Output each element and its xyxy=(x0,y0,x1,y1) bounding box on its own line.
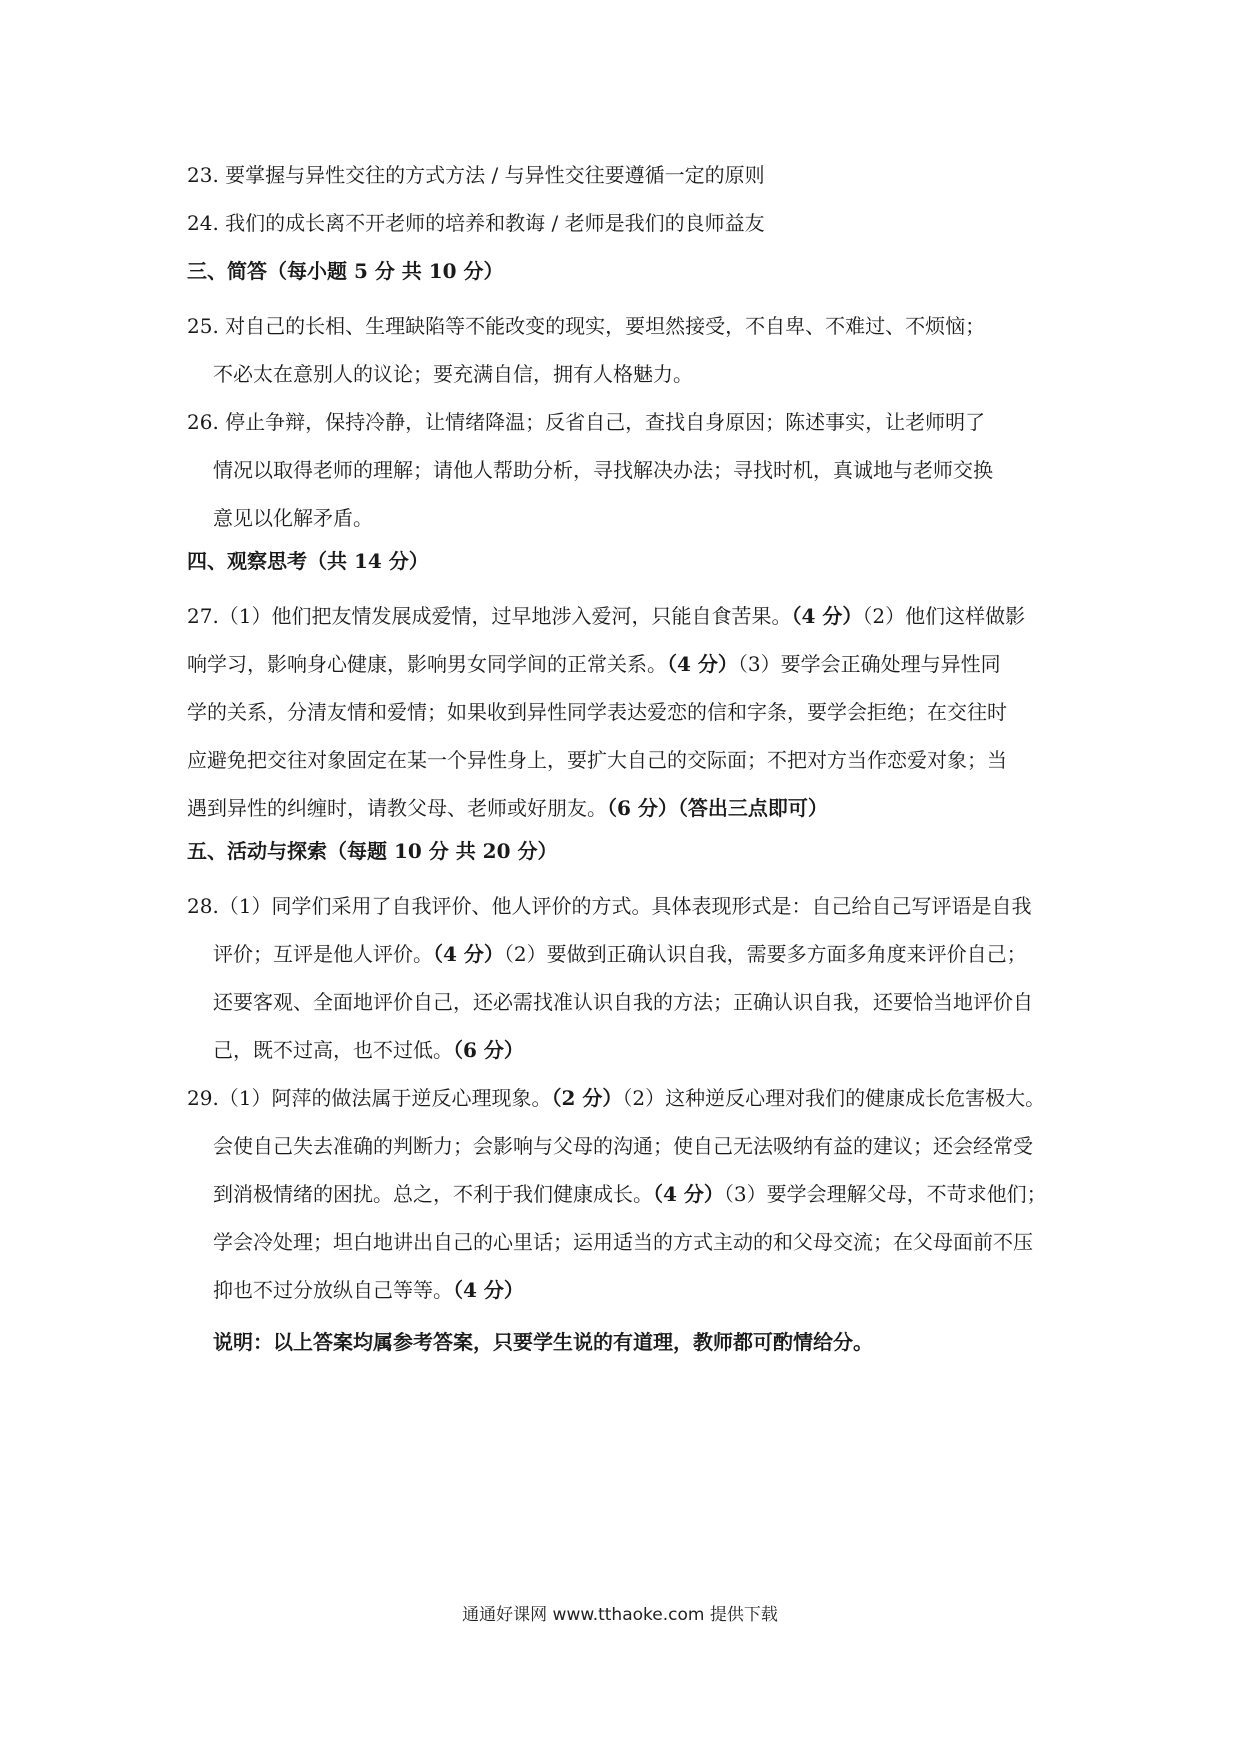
answer-27-text: （2）他们这样做影 xyxy=(862,604,1026,628)
answer-27-line-3: 学的关系，分清友情和爱情；如果收到异性同学表达爱恋的信和字条，要学会拒绝；在交往时 xyxy=(187,700,1007,724)
score-label: （4 分） xyxy=(653,1182,724,1206)
answer-25 xyxy=(187,302,1067,398)
answer-content xyxy=(187,158,1067,1366)
section-3-heading: 三、简答（每小题 5 分 共 10 分） xyxy=(187,259,504,283)
answer-27-line-2 xyxy=(187,640,1067,688)
answer-26-line-2: 情况以取得老师的理解；请他人帮助分析，寻找解决办法；寻找时机，真诚地与老师交换 xyxy=(213,458,993,482)
score-label: （4 分） xyxy=(791,604,863,628)
answer-25-line-1: 25. 对自己的长相、生理缺陷等不能改变的现实，要坦然接受，不自卑、不难过、不烦恼； xyxy=(187,314,986,338)
score-label: （6 分）（答出三点即可） xyxy=(607,796,828,820)
answer-29-line-3 xyxy=(187,1170,1067,1218)
answer-28-line-4 xyxy=(187,1026,1067,1074)
answer-27-text: 响学习，影响身心健康，影响男女同学间的正常关系。 xyxy=(187,652,667,676)
answer-27-line-4: 应避免把交往对象固定在某一个异性身上，要扩大自己的交际面；不把对方当作恋爱对象；当 xyxy=(187,748,1007,772)
answer-23: 23. 要掌握与异性交往的方式方法 / 与异性交往要遵循一定的原则 xyxy=(187,163,765,187)
answer-29-line-1 xyxy=(187,1074,1067,1122)
answer-29-text: （3）要学会理解父母，不苛求他们； xyxy=(723,1182,1047,1206)
answer-28-text: 评价；互评是他人评价。 xyxy=(213,942,433,966)
answer-28-line-2 xyxy=(187,930,1067,978)
answer-27-line-5 xyxy=(187,784,1067,832)
page-footer: 通通好课网 www.tthaoke.com 提供下载 xyxy=(462,1605,778,1625)
section-4-heading: 四、观察思考（共 14 分） xyxy=(187,549,429,573)
score-label: （4 分） xyxy=(667,652,738,676)
score-label: （6 分） xyxy=(453,1038,524,1062)
answer-27-text: 27.（1）他们把友情发展成爱情，过早地涉入爱河，只能自食苦果。 xyxy=(187,604,792,628)
answer-29-line-2: 会使自己失去准确的判断力；会影响与父母的沟通；使自己无法吸纳有益的建议；还会经常受 xyxy=(213,1134,1033,1158)
answer-28 xyxy=(187,882,1067,1074)
answer-26 xyxy=(187,398,1067,542)
answer-27-text: 遇到异性的纠缠时，请教父母、老师或好朋友。 xyxy=(187,796,607,820)
answer-note: 说明：以上答案均属参考答案，只要学生说的有道理，教师都可酌情给分。 xyxy=(213,1330,873,1354)
answer-28-text: （2）要做到正确认识自我，需要多方面多角度来评价自己； xyxy=(503,942,1027,966)
answer-27 xyxy=(187,592,1067,832)
answer-29-text: 29.（1）阿萍的做法属于逆反心理现象。 xyxy=(187,1086,552,1110)
answer-27-text: （3）要学会正确处理与异性同 xyxy=(737,652,1001,676)
answer-29 xyxy=(187,1074,1067,1314)
answer-28-line-1: 28.（1）同学们采用了自我评价、他人评价的方式。具体表现形式是：自己给自己写评语是自我 xyxy=(187,894,1032,918)
answer-29-text: 抑也不过分放纵自己等等。 xyxy=(213,1278,453,1302)
answer-29-text: （2）这种逆反心理对我们的健康成长危害极大。 xyxy=(622,1086,1046,1110)
answer-28-text: 己，既不过高，也不过低。 xyxy=(213,1038,453,1062)
answer-26-line-3: 意见以化解矛盾。 xyxy=(213,506,373,530)
answer-27-line-1 xyxy=(187,592,1067,640)
answer-28-line-3: 还要客观、全面地评价自己，还必需找准认识自我的方法；正确认识自我，还要恰当地评价自 xyxy=(213,990,1033,1014)
answer-29-line-4: 学会冷处理；坦白地讲出自己的心里话；运用适当的方式主动的和父母交流；在父母面前不压 xyxy=(213,1230,1033,1254)
score-label: （4 分） xyxy=(453,1278,524,1302)
answer-26-line-1: 26. 停止争辩，保持冷静，让情绪降温；反省自己，查找自身原因；陈述事实，让老师明了 xyxy=(187,410,986,434)
answer-29-text: 到消极情绪的困扰。总之，不利于我们健康成长。 xyxy=(213,1182,653,1206)
answer-29-line-5 xyxy=(187,1266,1067,1314)
answer-24: 24. 我们的成长离不开老师的培养和教诲 / 老师是我们的良师益友 xyxy=(187,211,765,235)
score-label: （2 分） xyxy=(551,1086,623,1110)
answer-25-line-2: 不必太在意别人的议论；要充满自信，拥有人格魅力。 xyxy=(213,362,693,386)
score-label: （4 分） xyxy=(433,942,504,966)
section-5-heading: 五、活动与探索（每题 10 分 共 20 分） xyxy=(187,839,558,863)
